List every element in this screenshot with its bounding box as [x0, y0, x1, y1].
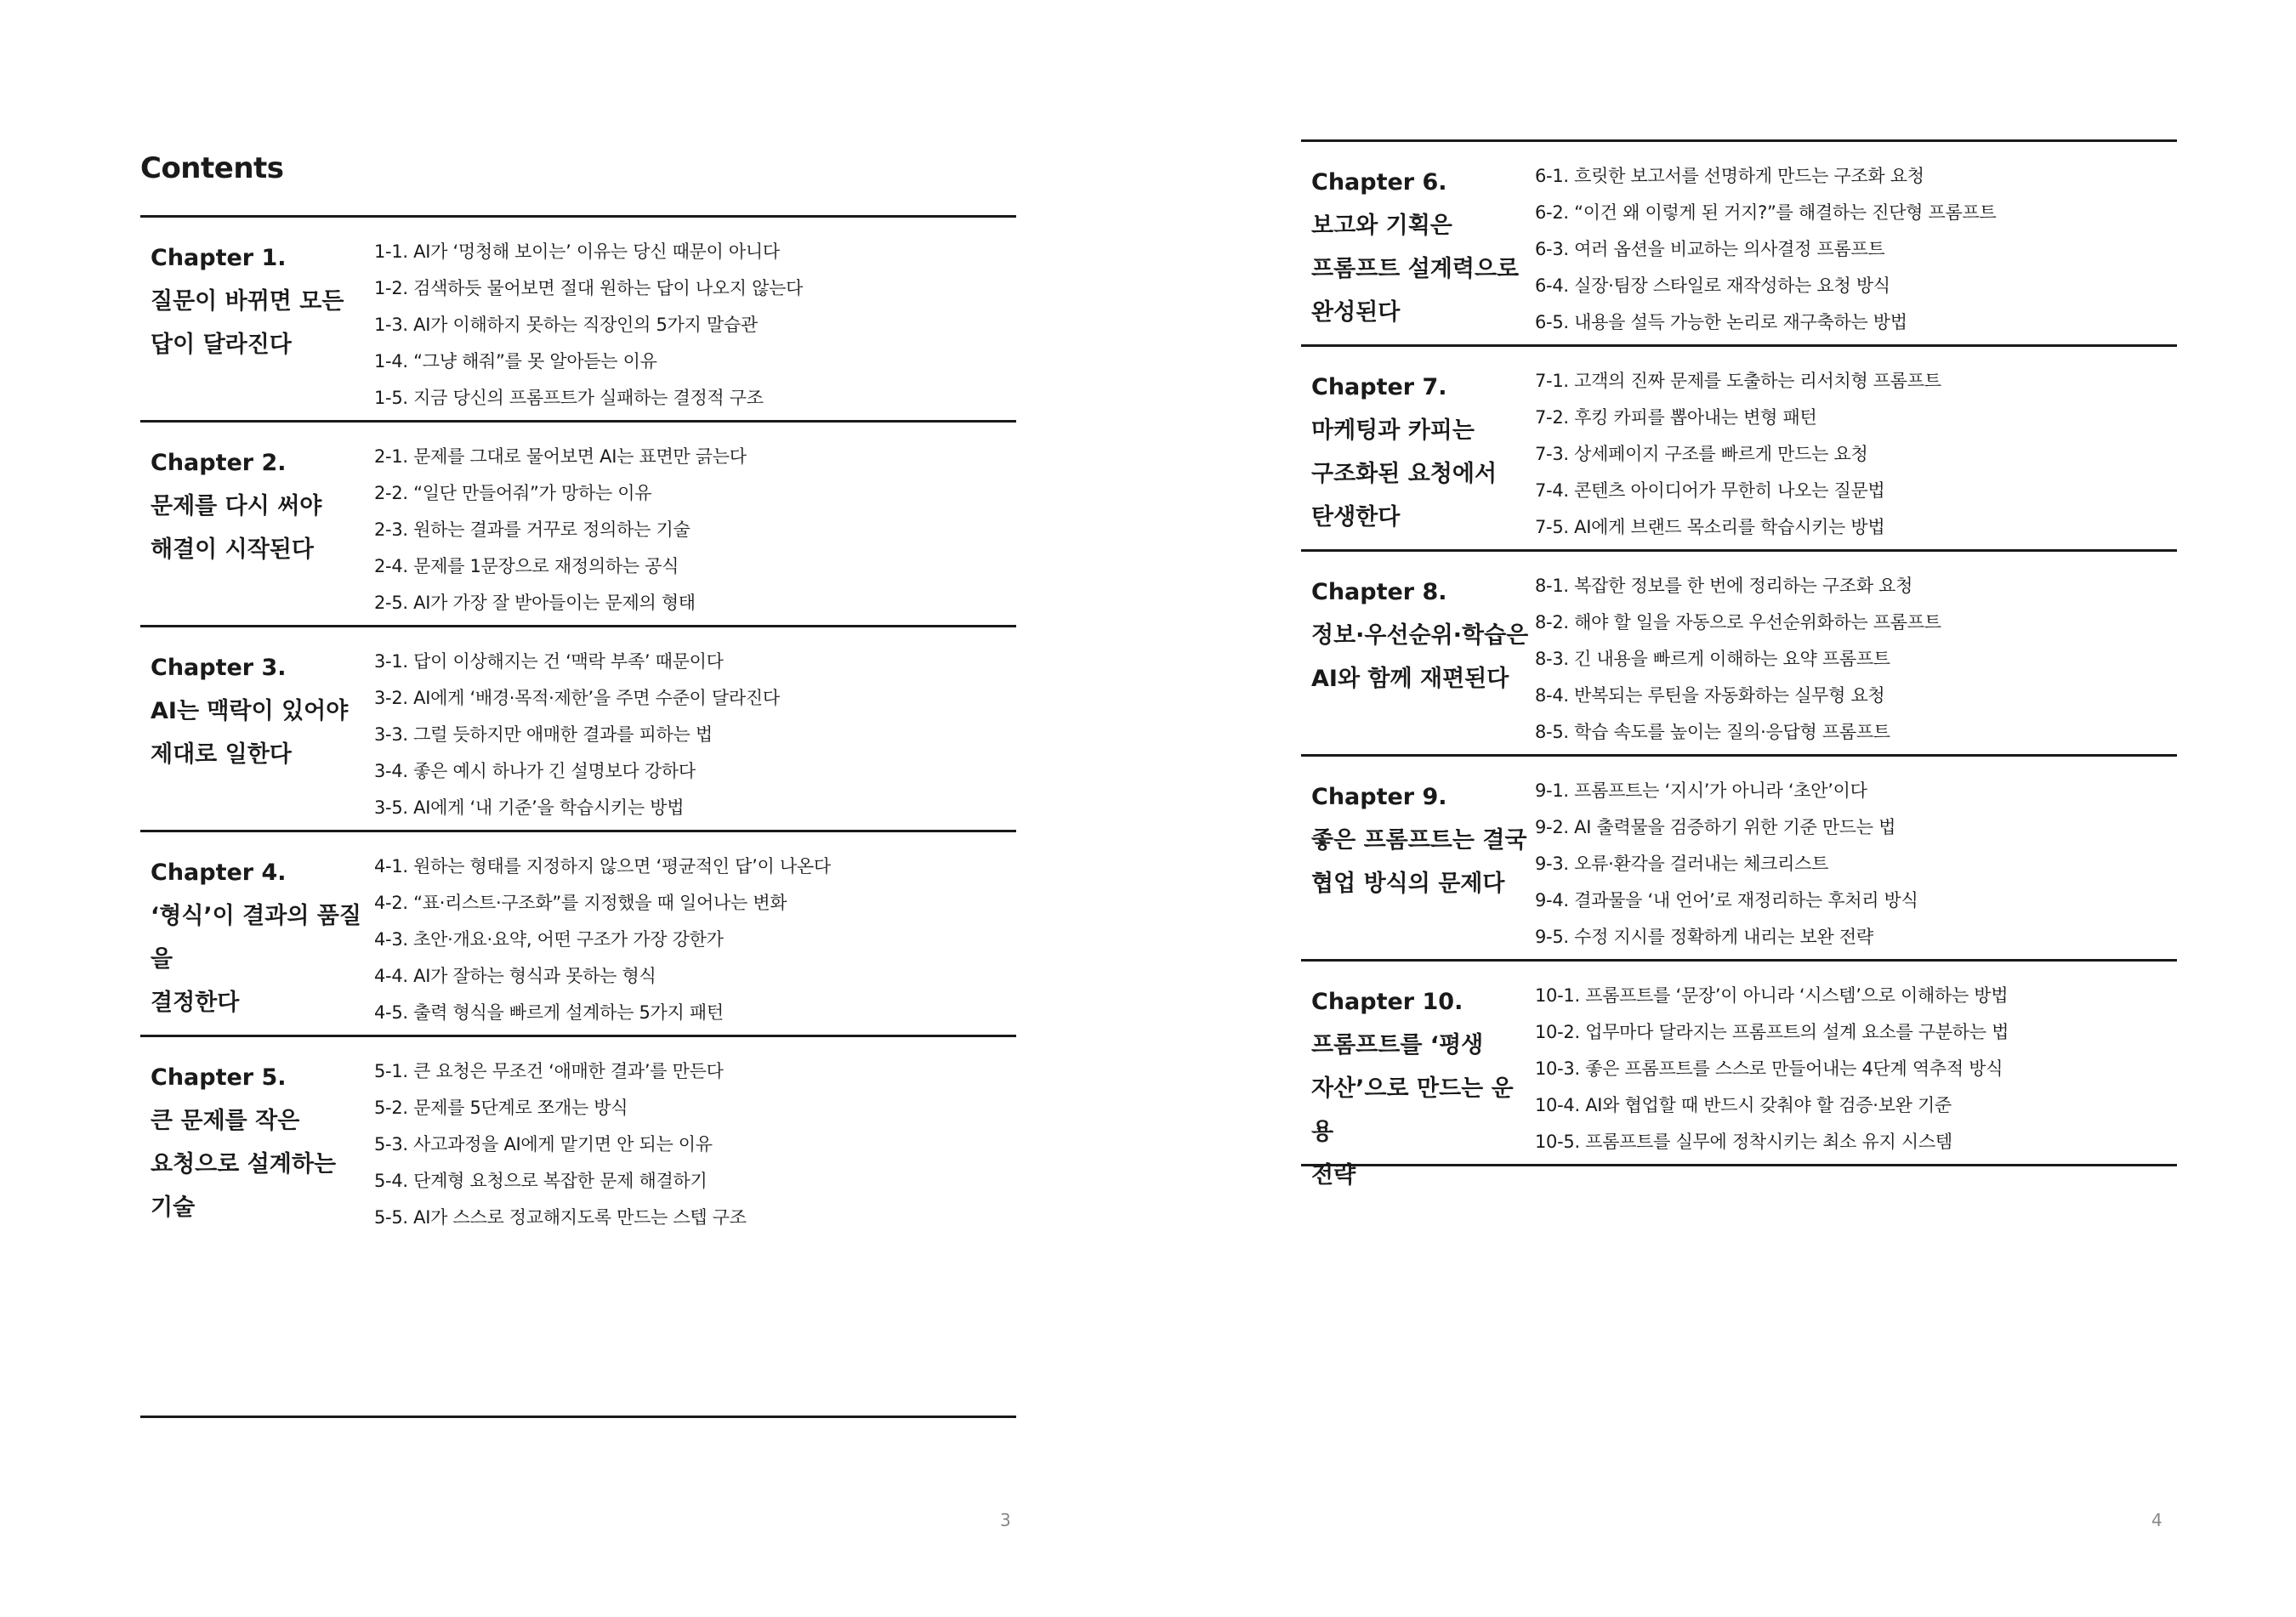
chapter-heading [140, 1037, 374, 1240]
chapter-title: 마케팅과 카피는 구조화된 요청에서 탄생한다 [1311, 417, 1498, 530]
chapter-number: Chapter 10. [1311, 989, 1463, 1015]
section-item[interactable]: 6-3. 여러 옵션을 비교하는 의사결정 프롬프트 [1535, 239, 1885, 259]
chapter-entry [1301, 142, 2177, 344]
section-item[interactable]: 3-5. AI에게 ‘내 기준’을 학습시키는 방법 [374, 797, 685, 818]
chapter-heading [140, 218, 374, 420]
section-item[interactable]: 8-3. 긴 내용을 빠르게 이해하는 요약 프롬프트 [1535, 649, 1890, 669]
chapter-heading [1301, 347, 1535, 549]
section-item[interactable]: 6-1. 흐릿한 보고서를 선명하게 만드는 구조화 요청 [1535, 166, 1924, 186]
table-of-contents [1301, 139, 2177, 1189]
section-item[interactable]: 4-4. AI가 잘하는 형식과 못하는 형식 [374, 966, 656, 986]
chapter-title: 보고와 기획은 프롬프트 설계력으로 완성된다 [1311, 213, 1520, 326]
section-item[interactable]: 7-3. 상세페이지 구조를 빠르게 만드는 요청 [1535, 444, 1868, 464]
chapter-heading [1301, 757, 1535, 959]
chapter-heading [140, 627, 374, 830]
section-item[interactable]: 5-2. 문제를 5단계로 쪼개는 방식 [374, 1098, 628, 1118]
section-item[interactable]: 4-2. “표·리스트·구조화”를 지정했을 때 일어나는 변화 [374, 893, 787, 913]
section-item[interactable]: 5-3. 사고과정을 AI에게 맡기면 안 되는 이유 [374, 1134, 713, 1155]
section-item[interactable]: 10-5. 프롬프트를 실무에 정착시키는 최소 유지 시스템 [1535, 1132, 1952, 1152]
contents-heading: Contents [140, 151, 284, 185]
section-item[interactable]: 1-2. 검색하듯 물어보면 절대 원하는 답이 나오지 않는다 [374, 278, 804, 298]
chapter-heading [1301, 142, 1535, 344]
page-number: 3 [1000, 1510, 1011, 1530]
section-item[interactable]: 3-3. 그럴 듯하지만 애매한 결과를 피하는 법 [374, 724, 713, 745]
section-item[interactable]: 1-3. AI가 이해하지 못하는 직장인의 5가지 말습관 [374, 315, 758, 335]
section-item[interactable]: 7-2. 후킹 카피를 뽑아내는 변형 패턴 [1535, 407, 1817, 428]
section-item[interactable]: 3-1. 답이 이상해지는 건 ‘맥락 부족’ 때문이다 [374, 651, 724, 672]
section-list [1535, 142, 1997, 344]
section-item[interactable]: 2-4. 문제를 1문장으로 재정의하는 공식 [374, 556, 679, 576]
section-item[interactable]: 8-2. 해야 할 일을 자동으로 우선순위화하는 프롬프트 [1535, 612, 1941, 633]
section-item[interactable]: 9-3. 오류·환각을 걸러내는 체크리스트 [1535, 854, 1829, 874]
section-list [1535, 962, 2009, 1164]
section-item[interactable]: 10-4. AI와 협업할 때 반드시 갖춰야 할 검증·보완 기준 [1535, 1095, 1952, 1115]
section-item[interactable]: 4-5. 출력 형식을 빠르게 설계하는 5가지 패턴 [374, 1002, 724, 1023]
section-item[interactable]: 5-5. AI가 스스로 정교해지도록 만드는 스텝 구조 [374, 1207, 747, 1228]
section-item[interactable]: 5-4. 단계형 요청으로 복잡한 문제 해결하기 [374, 1171, 708, 1191]
chapter-entry [140, 832, 1016, 1035]
section-list [374, 423, 747, 625]
section-item[interactable]: 5-1. 큰 요청은 무조건 ‘애매한 결과’를 만든다 [374, 1061, 724, 1081]
section-item[interactable]: 1-5. 지금 당신의 프롬프트가 실패하는 결정적 구조 [374, 388, 764, 408]
section-item[interactable]: 3-2. AI에게 ‘배경·목적·제한’을 주면 수준이 달라진다 [374, 688, 780, 708]
section-item[interactable]: 1-4. “그냥 해줘”를 못 알아듣는 이유 [374, 351, 657, 372]
section-item[interactable]: 2-1. 문제를 그대로 물어보면 AI는 표면만 긁는다 [374, 446, 747, 467]
chapter-entry [140, 627, 1016, 830]
section-item[interactable]: 6-2. “이건 왜 이렇게 된 거지?”를 해결하는 진단형 프롬프트 [1535, 202, 1997, 223]
chapter-entry [140, 1037, 1016, 1240]
chapter-number: Chapter 1. [151, 245, 287, 271]
right-page [1148, 0, 2296, 1617]
section-item[interactable]: 7-4. 콘텐츠 아이디어가 무한히 나오는 질문법 [1535, 480, 1885, 501]
section-item[interactable]: 6-4. 실장·팀장 스타일로 재작성하는 요청 방식 [1535, 275, 1890, 296]
page-number: 4 [2151, 1510, 2162, 1530]
chapter-title: 질문이 바뀌면 모든 답이 달라진다 [151, 288, 344, 358]
chapter-entry [1301, 757, 2177, 959]
section-item[interactable]: 10-2. 업무마다 달라지는 프롬프트의 설계 요소를 구분하는 법 [1535, 1022, 2009, 1042]
section-item[interactable]: 9-1. 프롬프트는 ‘지시’가 아니라 ‘초안’이다 [1535, 780, 1867, 801]
section-item[interactable]: 10-1. 프롬프트를 ‘문장’이 아니라 ‘시스템’으로 이해하는 방법 [1535, 985, 2009, 1006]
section-item[interactable]: 9-4. 결과물을 ‘내 언어’로 재정리하는 후처리 방식 [1535, 890, 1918, 911]
chapter-number: Chapter 3. [151, 655, 287, 681]
chapter-number: Chapter 7. [1311, 374, 1447, 400]
chapter-entry [1301, 347, 2177, 549]
table-of-contents [140, 215, 1016, 1240]
chapter-heading [1301, 962, 1535, 1189]
section-item[interactable]: 2-5. AI가 가장 잘 받아들이는 문제의 형태 [374, 593, 696, 613]
chapter-title: 정보·우선순위·학습은 AI와 함께 재편된다 [1311, 622, 1529, 692]
section-item[interactable]: 9-2. AI 출력물을 검증하기 위한 기준 만드는 법 [1535, 817, 1896, 837]
chapter-number: Chapter 9. [1311, 784, 1447, 810]
chapter-entry [1301, 552, 2177, 754]
chapter-title: 문제를 다시 써야 해결이 시작된다 [151, 493, 322, 563]
chapter-entry [140, 218, 1016, 420]
chapter-number: Chapter 8. [1311, 579, 1447, 605]
section-item[interactable]: 8-4. 반복되는 루틴을 자동화하는 실무형 요청 [1535, 685, 1885, 706]
section-item[interactable]: 9-5. 수정 지시를 정확하게 내리는 보완 전략 [1535, 927, 1873, 947]
section-item[interactable]: 2-3. 원하는 결과를 거꾸로 정의하는 기술 [374, 519, 691, 540]
section-item[interactable]: 7-1. 고객의 진짜 문제를 도출하는 리서치형 프롬프트 [1535, 371, 1941, 391]
chapter-number: Chapter 6. [1311, 169, 1447, 196]
section-item[interactable]: 10-3. 좋은 프롬프트를 스스로 만들어내는 4단계 역추적 방식 [1535, 1058, 2003, 1079]
section-list [1535, 347, 1941, 549]
section-item[interactable]: 6-5. 내용을 설득 가능한 논리로 재구축하는 방법 [1535, 312, 1907, 332]
chapter-number: Chapter 5. [151, 1064, 287, 1091]
chapter-heading [140, 423, 374, 625]
section-item[interactable]: 1-1. AI가 ‘멍청해 보이는’ 이유는 당신 때문이 아니다 [374, 241, 780, 262]
chapter-entry [1301, 962, 2177, 1189]
section-list [374, 218, 803, 420]
chapter-title: 큰 문제를 작은 요청으로 설계하는 기술 [151, 1108, 337, 1221]
section-list [374, 832, 831, 1035]
section-item[interactable]: 2-2. “일단 만들어줘”가 망하는 이유 [374, 483, 652, 503]
chapter-entry [140, 423, 1016, 625]
bottom-rule [140, 1416, 1016, 1418]
section-list [1535, 552, 1941, 754]
section-list [374, 1037, 747, 1240]
chapter-title: AI는 맥락이 있어야 제대로 일한다 [151, 698, 349, 768]
section-item[interactable]: 3-4. 좋은 예시 하나가 긴 설명보다 강하다 [374, 761, 696, 781]
section-item[interactable]: 7-5. AI에게 브랜드 목소리를 학습시키는 방법 [1535, 517, 1885, 537]
section-item[interactable]: 4-1. 원하는 형태를 지정하지 않으면 ‘평균적인 답’이 나온다 [374, 856, 831, 877]
chapter-title: 프롬프트를 ‘평생 자산’으로 만드는 운용 전략 [1311, 1032, 1514, 1189]
chapter-number: Chapter 4. [151, 860, 287, 886]
chapter-title: 좋은 프롬프트는 결국 협업 방식의 문제다 [1311, 827, 1527, 897]
chapter-heading [140, 832, 374, 1035]
section-item[interactable]: 8-5. 학습 속도를 높이는 질의·응답형 프롬프트 [1535, 722, 1890, 742]
chapter-heading [1301, 552, 1535, 754]
section-item[interactable]: 8-1. 복잡한 정보를 한 번에 정리하는 구조화 요청 [1535, 576, 1913, 596]
section-item[interactable]: 4-3. 초안·개요·요약, 어떤 구조가 가장 강한가 [374, 929, 724, 950]
chapter-number: Chapter 2. [151, 450, 287, 476]
chapter-title: ‘형식’이 결과의 품질을 결정한다 [151, 903, 361, 1016]
section-list [374, 627, 780, 830]
section-list [1535, 757, 1918, 959]
